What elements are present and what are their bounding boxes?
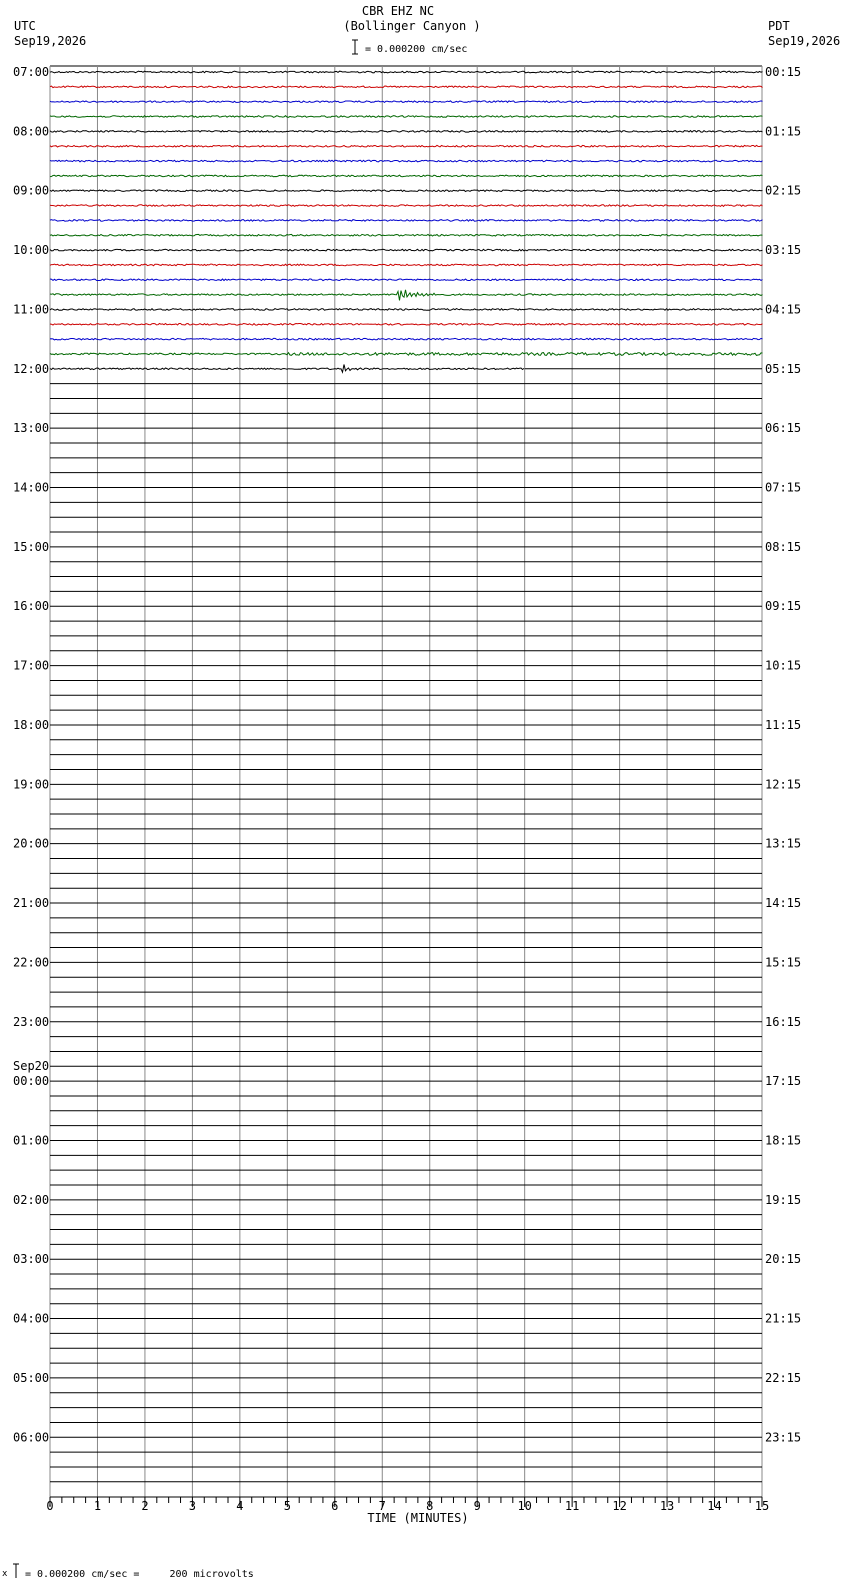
footer-scale-note: = 0.000200 cm/sec = 200 microvolts xyxy=(25,1569,254,1580)
left-hour-label: 21:00 xyxy=(13,896,50,911)
left-hour-label: 12:00 xyxy=(13,361,50,376)
right-hour-label: 18:15 xyxy=(765,1133,802,1148)
x-tick-label: 1 xyxy=(93,1499,102,1513)
right-date: Sep19,2026 xyxy=(768,34,841,48)
trace-line xyxy=(50,145,763,147)
trace-line xyxy=(50,71,763,73)
left-hour-label: 17:00 xyxy=(13,658,50,673)
date-change-label: Sep20 xyxy=(13,1059,50,1074)
x-tick-label: 9 xyxy=(473,1499,481,1513)
right-hour-label: 02:15 xyxy=(765,183,802,198)
right-hour-label: 21:15 xyxy=(765,1311,802,1326)
right-hour-labels xyxy=(765,65,801,1444)
left-hour-label: 05:00 xyxy=(13,1370,50,1385)
right-hour-label: 17:15 xyxy=(765,1074,802,1089)
left-hour-label: 16:00 xyxy=(13,599,50,614)
x-tick-label: 3 xyxy=(188,1499,197,1513)
right-hour-label: 14:15 xyxy=(765,896,802,911)
right-hour-label: 01:15 xyxy=(765,124,802,139)
left-hour-label: 15:00 xyxy=(13,539,50,554)
right-hour-label: 20:15 xyxy=(765,1252,802,1267)
left-hour-label: 14:00 xyxy=(13,480,50,495)
trace-line xyxy=(50,220,763,222)
right-hour-label: 00:15 xyxy=(765,65,802,79)
left-timezone: UTC xyxy=(14,19,36,33)
x-tick-label: 0 xyxy=(46,1499,54,1513)
right-hour-label: 07:15 xyxy=(765,480,802,495)
x-tick-label: 7 xyxy=(378,1499,386,1513)
right-hour-label: 03:15 xyxy=(765,243,802,258)
left-hour-label: 11:00 xyxy=(13,302,50,317)
left-hour-label: 03:00 xyxy=(13,1252,50,1267)
trace-line xyxy=(50,290,763,301)
left-hour-label: 06:00 xyxy=(13,1430,50,1445)
trace-line xyxy=(50,324,763,326)
trace-line xyxy=(50,86,763,88)
footer-mark: x xyxy=(2,1569,8,1579)
right-hour-label: 23:15 xyxy=(765,1430,802,1445)
right-hour-label: 11:15 xyxy=(765,717,802,732)
right-hour-label: 15:15 xyxy=(765,955,802,970)
trace-line xyxy=(50,353,763,356)
x-tick-label: 6 xyxy=(331,1499,339,1513)
station-location: (Bollinger Canyon ) xyxy=(343,19,481,33)
x-tick-label: 2 xyxy=(141,1499,149,1513)
right-hour-label: 19:15 xyxy=(765,1192,802,1207)
left-hour-label: 18:00 xyxy=(13,717,50,732)
trace-line xyxy=(50,309,763,311)
left-date: Sep19,2026 xyxy=(14,34,87,48)
right-hour-label: 05:15 xyxy=(765,361,802,376)
right-hour-label: 16:15 xyxy=(765,1014,802,1029)
x-tick-label: 11 xyxy=(564,1499,580,1513)
left-hour-label: 13:00 xyxy=(13,421,50,436)
left-hour-label: 04:00 xyxy=(13,1311,50,1326)
left-hour-label: 09:00 xyxy=(13,183,50,198)
left-hour-label: 01:00 xyxy=(13,1133,50,1148)
footer xyxy=(2,1564,254,1580)
left-hour-label: 08:00 xyxy=(13,124,50,139)
x-tick-label: 12 xyxy=(612,1499,627,1513)
right-hour-label: 09:15 xyxy=(765,599,802,614)
grid xyxy=(50,66,762,1497)
right-hour-label: 22:15 xyxy=(765,1370,802,1385)
right-hour-label: 10:15 xyxy=(765,658,802,673)
header xyxy=(14,4,840,55)
left-hour-label: 07:00 xyxy=(13,65,50,79)
left-hour-labels xyxy=(13,65,49,1444)
trace-line xyxy=(50,190,763,192)
trace-line xyxy=(50,279,763,281)
station-title: CBR EHZ NC xyxy=(361,4,435,18)
x-tick-label: 15 xyxy=(754,1499,770,1513)
trace-line xyxy=(50,338,763,340)
trace-line xyxy=(50,205,763,207)
right-timezone: PDT xyxy=(768,19,790,33)
x-axis-label: TIME (MINUTES) xyxy=(367,1511,469,1525)
x-tick-label: 13 xyxy=(659,1499,675,1513)
right-hour-label: 04:15 xyxy=(765,302,802,317)
left-hour-label: 19:00 xyxy=(13,777,50,792)
left-hour-label: 10:00 xyxy=(13,243,50,258)
right-hour-label: 12:15 xyxy=(765,777,802,792)
left-hour-label: 23:00 xyxy=(13,1014,50,1029)
left-hour-label: 22:00 xyxy=(13,955,50,970)
trace-line xyxy=(50,116,763,118)
right-hour-label: 06:15 xyxy=(765,421,802,436)
trace-line xyxy=(50,175,763,177)
left-hour-label: 02:00 xyxy=(13,1192,50,1207)
left-hour-label: 20:00 xyxy=(13,836,50,851)
traces xyxy=(50,71,763,372)
trace-line xyxy=(50,234,763,236)
left-hour-label: 00:00 xyxy=(13,1074,50,1089)
trace-line xyxy=(50,249,763,251)
scale-text: = 0.000200 cm/sec xyxy=(365,44,468,55)
x-tick-label: 14 xyxy=(707,1499,722,1513)
trace-line xyxy=(50,131,763,133)
trace-line xyxy=(50,101,763,103)
x-tick-label: 8 xyxy=(426,1499,434,1513)
right-hour-label: 13:15 xyxy=(765,836,802,851)
x-tick-label: 5 xyxy=(283,1499,291,1513)
x-tick-label: 10 xyxy=(517,1499,532,1513)
trace-line xyxy=(50,160,763,162)
trace-line xyxy=(50,264,763,266)
right-hour-label: 08:15 xyxy=(765,539,802,554)
x-tick-label: 4 xyxy=(236,1499,244,1513)
